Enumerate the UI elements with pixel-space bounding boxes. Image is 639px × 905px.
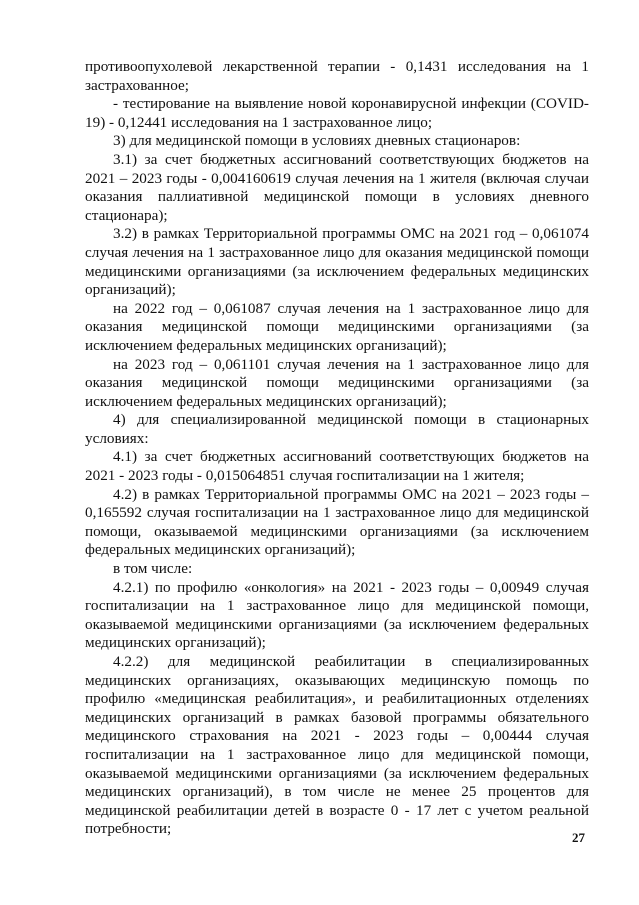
paragraph-4-2-2: 4.2.2) для медицинской реабилитации в специализированных медицинских организациях, оказывающих медицинскую помощь по профилю «медицинская реабилитация», и реабилитационных отделениях медицинских организаций в рамках базовой программы обязательного медицинского страхования на 2021 - 2023 годы – 0,00444 случая госпитализации на 1 застрахованное лицо для медицинской помощи, оказываемой медицинскими организациями (за исключением федеральных медицинских организаций), в том числе не менее 25 процентов для медицинской реабилитации детей в возрасте 0 - 17 лет с учетом реальной потребности; (85, 653, 589, 838)
paragraph-including: в том числе: (113, 560, 193, 578)
paragraph-4-2-1: 4.2.1) по профилю «онкология» на 2021 - 2023 годы – 0,00949 случая госпитализации на 1 застрахованное лицо для медицинской помощи, оказываемой медицинскими организациями (за исключением федеральных медицинских организаций); (85, 578, 589, 652)
page-number: 27 (572, 830, 585, 845)
paragraph-day-hospital-heading: 3) для медицинской помощи в условиях дневных стационаров: (113, 132, 521, 150)
paragraph-covid-testing: - тестирование на выявление новой коронавирусной инфекции (COVID-19) - 0,12441 исследования на 1 застрахованное лицо; (85, 95, 589, 131)
paragraph-continuation: противоопухолевой лекарственной терапии - 0,1431 исследования на 1 застрахованное; (85, 58, 589, 94)
paragraph-3-1: 3.1) за счет бюджетных ассигнований соответствующих бюджетов на 2021 – 2023 годы - 0,004160619 случая лечения на 1 жителя (включая случаи оказания паллиативной медицинской помощи в условиях дневного стационара); (85, 150, 589, 224)
paragraph-3-2: 3.2) в рамках Территориальной программы ОМС на 2021 год – 0,061074 случая лечения на 1 застрахованное лицо для оказания медицинской помощи медицинскими организациями (за исключением федеральных медицинских организаций); (85, 225, 589, 299)
body-text (85, 58, 589, 839)
paragraph-4-2: 4.2) в рамках Территориальной программы ОМС на 2021 – 2023 годы – 0,165592 случая госпитализации на 1 застрахованное лицо для медицинской помощи, оказываемой медицинскими организациями (за исключением федеральных медицинских организаций); (85, 485, 589, 559)
paragraph-2022: на 2022 год – 0,061087 случая лечения на 1 застрахованное лицо для оказания медицинской помощи медицинскими организациями (за исключением федеральных медицинских организаций); (85, 299, 589, 354)
paragraph-2023: на 2023 год – 0,061101 случая лечения на 1 застрахованное лицо для оказания медицинской помощи медицинскими организациями (за исключением федеральных медицинских организаций); (85, 355, 589, 410)
paragraph-4-1: 4.1) за счет бюджетных ассигнований соответствующих бюджетов на 2021 - 2023 годы - 0,015064851 случая госпитализации на 1 жителя; (85, 448, 589, 485)
paragraph-inpatient-heading: 4) для специализированной медицинской помощи в стационарных условиях: (85, 411, 589, 447)
